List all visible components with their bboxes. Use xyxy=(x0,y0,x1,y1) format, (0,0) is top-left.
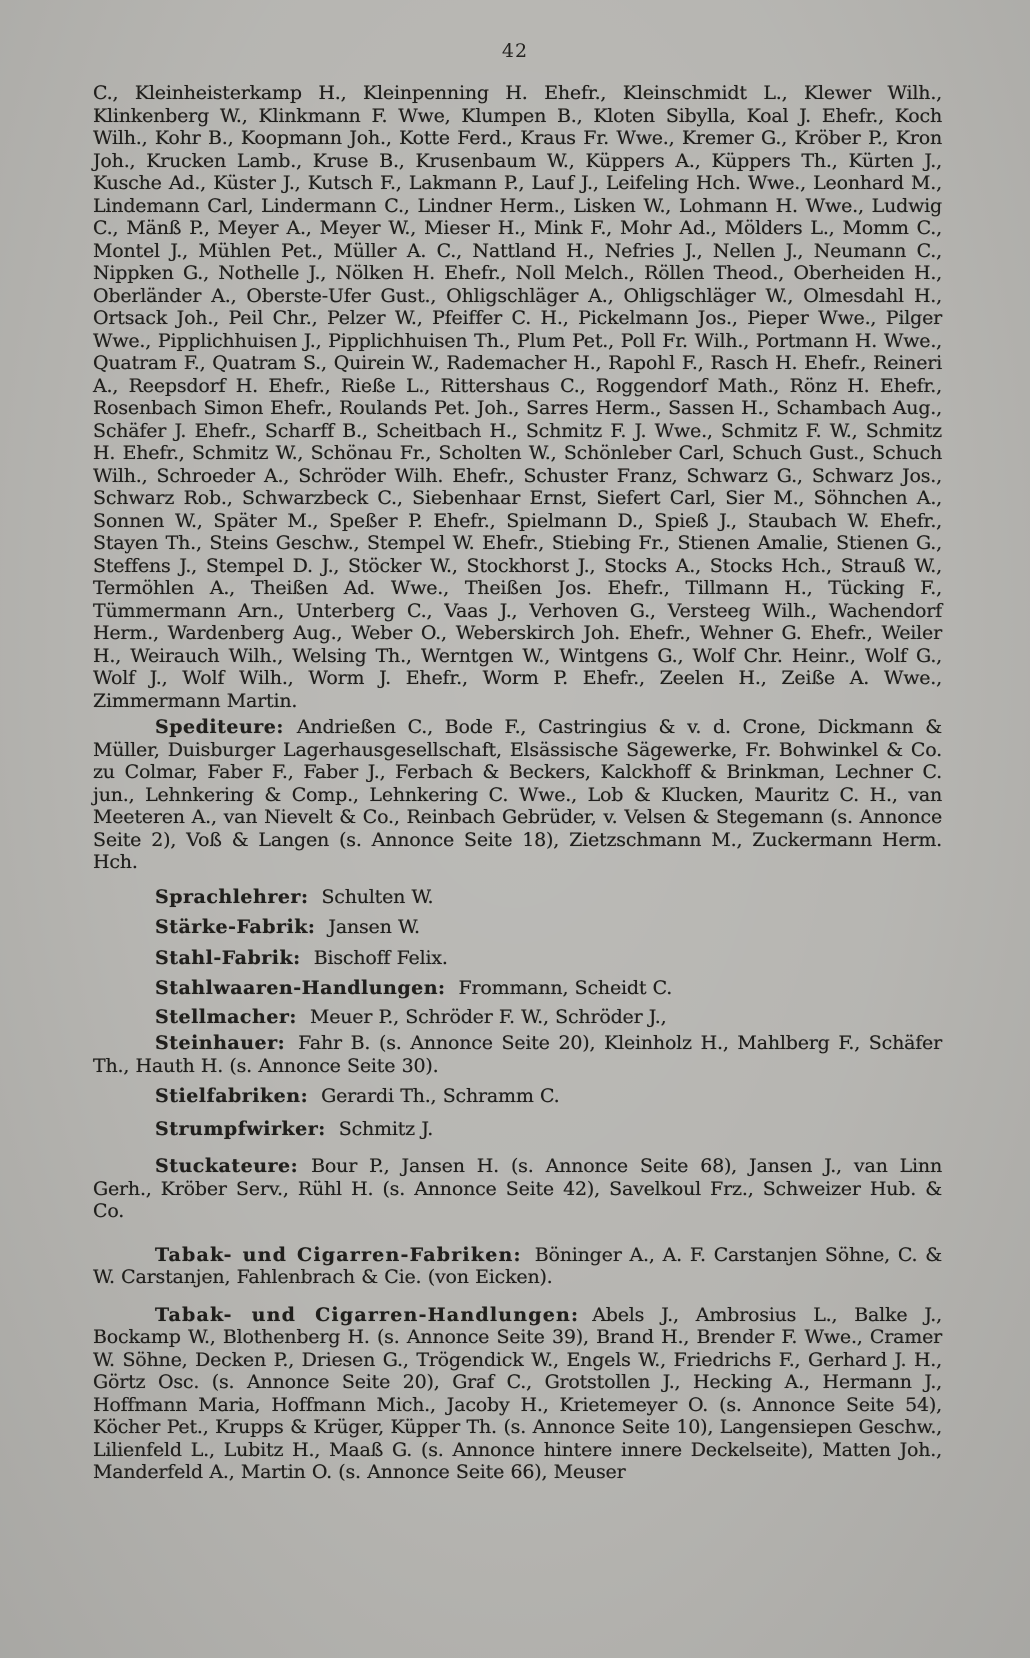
section-strumpfwirker xyxy=(93,1118,942,1141)
section-heading: Stärke-Fabrik: xyxy=(155,916,316,938)
section-entries: Andrießen C., Bode F., Castringius & v. d. Crone, Dickmann & Müller, Duisburger Lagerhausgesellschaft, Elsässische Sägewerke, Fr. Bohwinkel & Co. zu Colmar, Faber F., Faber J., Ferbach & Beckers, Kalckhoff & Brinkman, Lechner C. jun., Lehnkering & Comp., Lehnkering C. Wwe., Lob & Klucken, Mauritz C. H., van Meeteren A., van Nievelt & Co., Reinbach Gebrüder, v. Velsen & Stegemann (s. Annonce Seite 2), Voß & Langen (s. Annonce Seite 18), Zietzschmann M., Zuckermann Herm. Hch. xyxy=(93,716,942,873)
section-entries: Fahr B. (s. Annonce Seite 20), Kleinholz H., Mahlberg F., Schäfer Th., Hauth H. (s. Annonce Seite 30). xyxy=(93,1032,942,1077)
section-stuckateure xyxy=(93,1155,942,1223)
section-sprachlehrer xyxy=(93,886,942,909)
section-heading: Stielfabriken: xyxy=(155,1085,309,1107)
section-heading: Spediteure: xyxy=(155,716,284,738)
section-heading: Stahlwaaren-Handlungen: xyxy=(155,977,446,999)
section-tabak-cigarren-fabriken xyxy=(93,1244,942,1289)
section-entries: Frommann, Scheidt C. xyxy=(458,977,673,999)
section-heading: Strumpfwirker: xyxy=(155,1117,326,1140)
page-number: 42 xyxy=(501,40,529,62)
section-stahl-fabrik xyxy=(93,947,942,970)
section-tabak-cigarren-handlungen xyxy=(93,1304,942,1484)
directory-text-block xyxy=(93,82,942,1484)
section-entries: Gerardi Th., Schramm C. xyxy=(321,1085,560,1107)
section-entries: Bour P., Jansen H. (s. Annonce Seite 68), Jansen J., van Linn Gerh., Kröber Serv., Rühl H. (s. Annonce Seite 42), Savelkoul Frz., Schweizer Hub. & Co. xyxy=(93,1155,942,1222)
section-heading: Steinhauer: xyxy=(155,1032,286,1054)
section-stellmacher xyxy=(93,1006,942,1029)
section-heading: Stellmacher: xyxy=(155,1005,297,1028)
directory-continuation-paragraph: C., Kleinheisterkamp H., Kleinpenning H. Ehefr., Kleinschmidt L., Klewer Wilh., Klinkenberg W., Klinkmann F. Wwe, Klumpen B., Kloten Sibylla, Koal J. Ehefr., Koch Wilh., Kohr B., Koopmann Joh., Kotte Ferd., Kraus Fr. Wwe., Kremer G., Kröber P., Kron Joh., Krucken Lamb., Kruse B., Krusenbaum W., Küppers A., Küppers Th., Kürten J., Kusche Ad., Küster J., Kutsch F., Lakmann P., Lauf J., Leifeling Hch. Wwe., Leonhard M., Lindemann Carl, Lindermann C., Lindner Herm., Lisken W., Lohmann H. Wwe., Ludwig C., Mänß P., Meyer A., Meyer W., Mieser H., Mink F., Mohr Ad., Mölders L., Momm C., Montel J., Mühlen Pet., Müller A. C., Nattland H., Nefries J., Nellen J., Neumann C., Nippken G., Nothelle J., Nölken H. Ehefr., Noll Melch., Röllen Theod., Oberheiden H., Oberländer A., Oberste-Ufer Gust., Ohligschläger A., Ohligschläger W., Olmesdahl H., Ortsack Joh., Peil Chr., Pelzer W., Pfeiffer C. H., Pickelmann Jos., Pieper Wwe., Pilger Wwe., Pipplichhuisen J., Pipplichhuisen Th., Plum Pet., Poll Fr. Wilh., Portmann H. Wwe., Quatram F., Quatram S., Quirein W., Rademacher H., Rapohl F., Rasch H. Ehefr., Reineri A., Reepsdorf H. Ehefr., Rieße L., Rittershaus C., Roggendorf Math., Rönz H. Ehefr., Rosenbach Simon Ehefr., Roulands Pet. Joh., Sarres Herm., Sassen H., Schambach Aug., Schäfer J. Ehefr., Scharff B., Scheitbach H., Schmitz F. J. Wwe., Schmitz F. W., Schmitz H. Ehefr., Schmitz W., Schönau Fr., Scholten W., Schönleber Carl, Schuch Gust., Schuch Wilh., Schroeder A., Schröder Wilh. Ehefr., Schuster Franz, Schwarz G., Schwarz Jos., Schwarz Rob., Schwarzbeck C., Siebenhaar Ernst, Siefert Carl, Sier M., Söhnchen A., Sonnen W., Später M., Speßer P. Ehefr., Spielmann D., Spieß J., Staubach W. Ehefr., Stayen Th., Steins Geschw., Stempel W. Ehefr., Stiebing Fr., Stienen Amalie, Stienen G., Steffens J., Stempel D. J., Stöcker W., Stockhorst J., Stocks A., Stocks Hch., Strauß W., Termöhlen A., Theißen Ad. Wwe., Theißen Jos. Ehefr., Tillmann H., Tücking F., Tümmermann Arn., Unterberg C., Vaas J., Verhoven G., Versteeg Wilh., Wachendorf Herm., Wardenberg Aug., Weber O., Weberskirch Joh. Ehefr., Wehner G. Ehefr., Weiler H., Weirauch Wilh., Welsing Th., Werntgen W., Wintgens G., Wolf Chr. Heinr., Wolf G., Wolf J., Wolf Wilh., Worm J. Ehefr., Worm P. Ehefr., Zeelen H., Zeiße A. Wwe., Zimmermann Martin. xyxy=(93,82,942,712)
section-entries: Schulten W. xyxy=(321,885,434,908)
section-entries: Böninger A., A. F. Carstanjen Söhne, C. & W. Carstanjen, Fahlenbrach & Cie. (von Eicken). xyxy=(93,1243,942,1288)
section-stahlwaaren-handlungen xyxy=(93,977,942,1000)
section-heading: Stahl-Fabrik: xyxy=(155,946,301,969)
section-entries: Jansen W. xyxy=(328,916,420,938)
section-entries: Bischoff Felix. xyxy=(313,946,448,969)
section-spediteure xyxy=(93,716,942,874)
section-heading: Tabak- und Cigarren-Fabriken: xyxy=(155,1243,522,1266)
section-entries: Meuer P., Schröder F. W., Schröder J., xyxy=(309,1005,667,1028)
section-steinhauer xyxy=(93,1032,942,1077)
section-heading: Tabak- und Cigarren-Handlungen: xyxy=(155,1303,580,1326)
section-heading: Stuckateure: xyxy=(155,1155,299,1177)
section-staerke-fabrik xyxy=(93,916,942,939)
section-entries: Schmitz J. xyxy=(338,1117,434,1140)
section-heading: Sprachlehrer: xyxy=(155,885,309,908)
section-stielfabriken xyxy=(93,1085,942,1108)
section-entries: Abels J., Ambrosius L., Balke J., Bockamp W., Blothenberg H. (s. Annonce Seite 39), Brand H., Brender F. Wwe., Cramer W. Söhne, Decken P., Driesen G., Trögendick W., Engels W., Friedrichs F., Gerhard J. H., Görtz Osc. (s. Annonce Seite 20), Graf C., Grotstollen J., Hecking A., Hermann J., Hoffmann Maria, Hoffmann Mich., Jacoby H., Krietemeyer O. (s. Annonce Seite 54), Köcher Pet., Krupps & Krüger, Küpper Th. (s. Annonce Seite 10), Langensiepen Geschw., Lilienfeld L., Lubitz H., Maaß G. (s. Annonce hintere innere Deckelseite), Matten Joh., Manderfeld A., Martin O. (s. Annonce Seite 66), Meuser xyxy=(93,1303,942,1483)
